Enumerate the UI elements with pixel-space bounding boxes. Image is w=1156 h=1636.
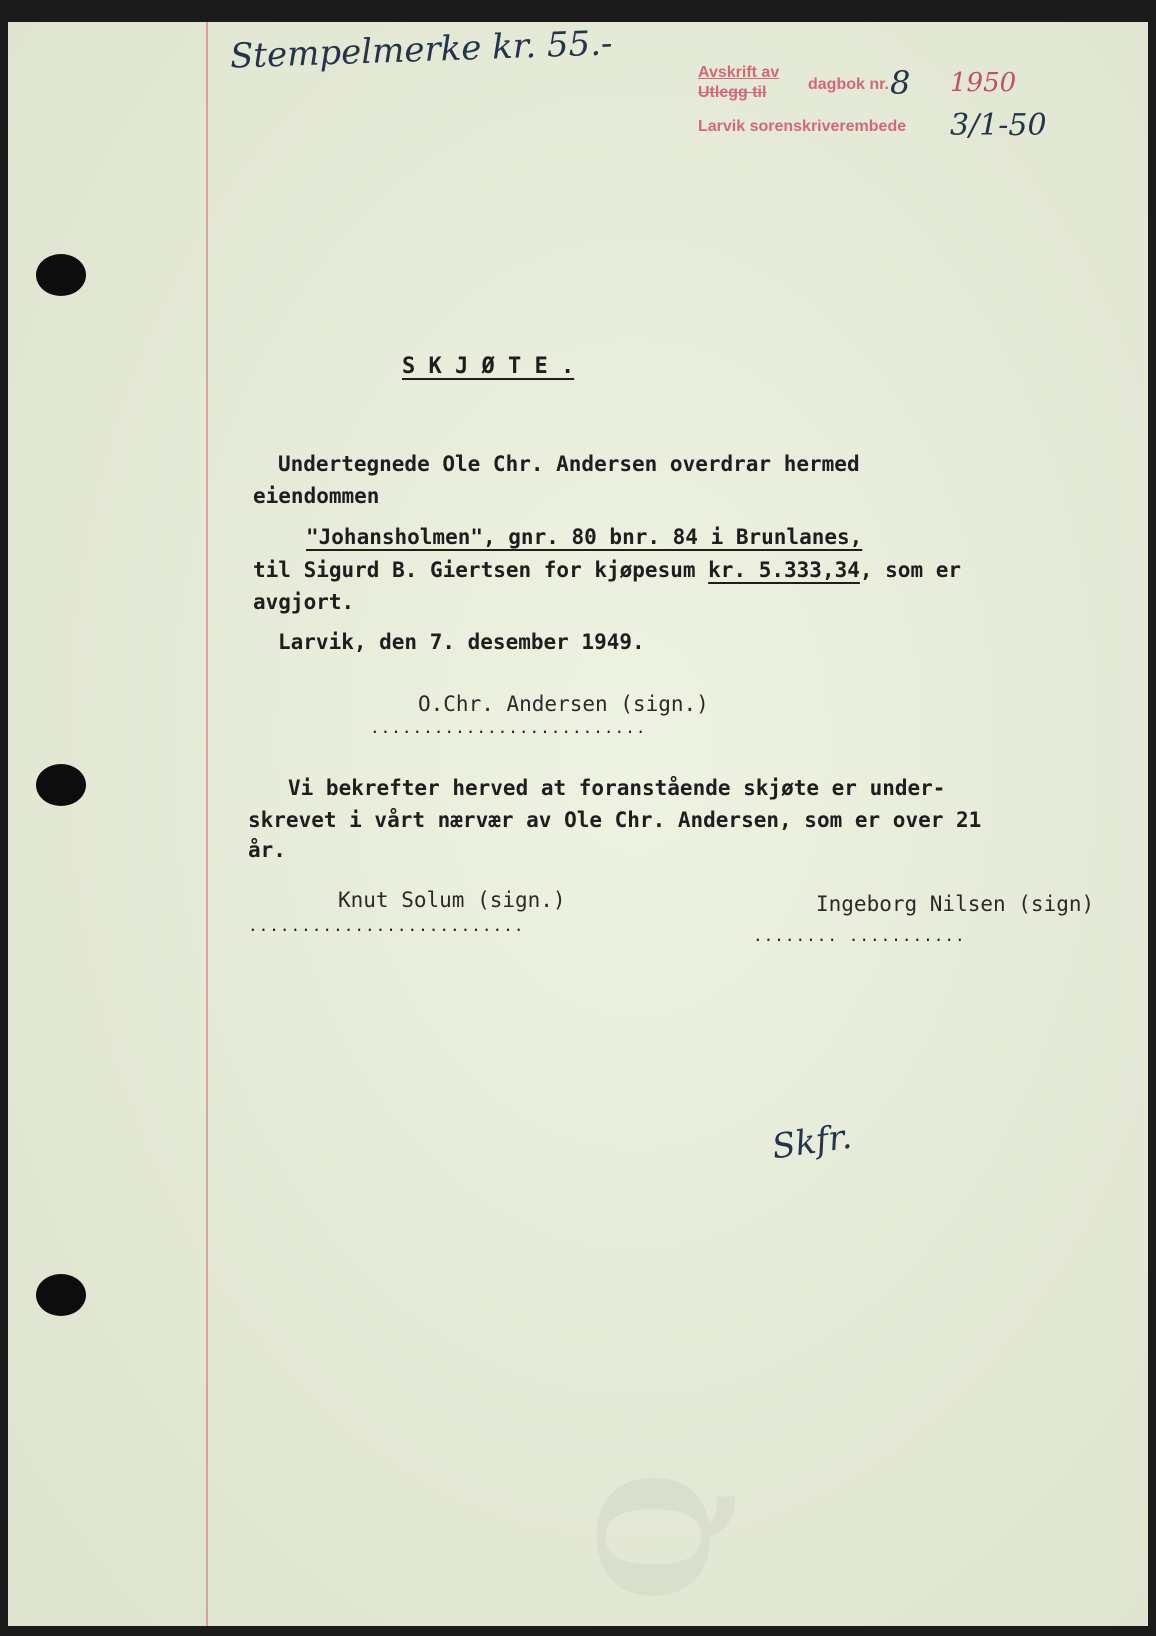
seller-signature-line: ..........................	[370, 718, 647, 737]
witness-2-signature: Ingeborg Nilsen (sign)	[816, 892, 1095, 916]
document-page	[8, 22, 1148, 1626]
body-line-1: Undertegnede Ole Chr. Andersen overdrar hermed	[278, 452, 860, 476]
place-date: Larvik, den 7. desember 1949.	[278, 630, 645, 654]
stamp-dagbok-number: 8	[890, 64, 911, 102]
stamp-line1: Avskrift av	[698, 64, 780, 81]
buyer-text: til Sigurd B. Giertsen for kjøpesum	[253, 558, 709, 582]
body-line-3	[253, 558, 961, 582]
handwritten-initials: Skfr.	[769, 1116, 855, 1168]
witness-1-line: ..........................	[248, 916, 525, 935]
margin-line	[206, 22, 208, 1626]
seller-signature: O.Chr. Andersen (sign.)	[418, 692, 709, 716]
punch-hole-middle	[36, 764, 86, 806]
witness-line-2: skrevet i vårt nærvær av Ole Chr. Andersen, som er over 21	[248, 808, 982, 832]
purchase-amount: kr. 5.333,34	[708, 558, 860, 582]
stamp-office: Larvik sorenskriverembede	[698, 118, 907, 135]
stamp-dagbok-label: dagbok nr.	[808, 76, 889, 93]
watermark: Q	[568, 1467, 744, 1602]
stamp-date: 3/1-50	[950, 108, 1047, 143]
witness-line-3: år.	[248, 838, 286, 862]
punch-hole-top	[36, 254, 86, 296]
margin-note: Stempelmerke kr. 55.-	[229, 23, 614, 77]
body-line-2: eiendommen	[253, 484, 380, 508]
body-line-4: avgjort.	[253, 590, 355, 614]
stamp-line2: Utlegg til	[698, 84, 767, 101]
buyer-suffix: , som er	[859, 558, 962, 582]
witness-2-line: ........ ...........	[753, 926, 966, 945]
witness-line-1: Vi bekrefter herved at foranstående skjøte er under-	[288, 776, 946, 800]
property-description: "Johansholmen", gnr. 80 bnr. 84 i Brunlanes,	[306, 525, 863, 549]
witness-1-signature: Knut Solum (sign.)	[338, 888, 566, 912]
stamp-year: 1950	[950, 68, 1017, 98]
punch-hole-bottom	[36, 1274, 86, 1316]
document-title: S K J Ø T E .	[402, 354, 575, 379]
